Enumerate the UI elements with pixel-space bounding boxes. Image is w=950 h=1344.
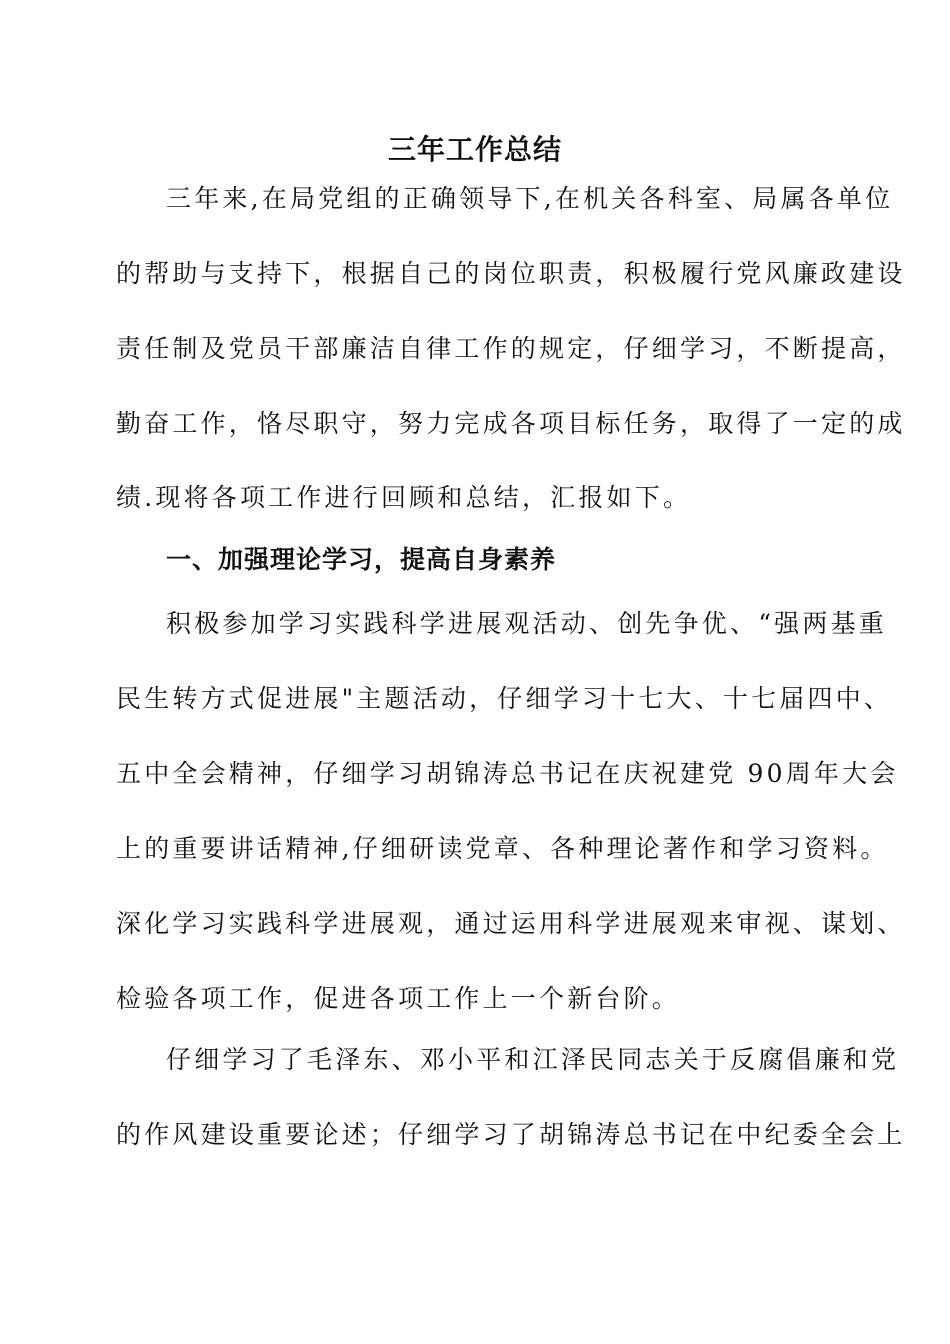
paragraph-2-line-1: 积极参加学习实践科学进展观活动、创先争优、“强两基重 xyxy=(166,609,887,638)
paragraph-1-line-3: 责任制及党员干部廉洁自律工作的规定，仔细学习，不断提高， xyxy=(116,334,906,363)
paragraph-2-line-4: 上的重要讲话精神,仔细研读党章、各种理论著作和学习资料。 xyxy=(116,834,889,863)
paragraph-2-line-3: 五中全会精神，仔细学习胡锦涛总书记在庆祝建党 90周年大会 xyxy=(116,759,899,788)
paragraph-3-line-2: 的作风建设重要论述；仔细学习了胡锦涛总书记在中纪委全会上 xyxy=(116,1120,906,1149)
paragraph-1-line-2: 的帮助与支持下，根据自己的岗位职责，积极履行党风廉政建设 xyxy=(116,259,906,288)
document-title: 三年工作总结 xyxy=(387,133,562,166)
paragraph-1-line-4: 勤奋工作，恪尽职守，努力完成各项目标任务，取得了一定的成 xyxy=(116,409,906,438)
paragraph-1-line-5: 绩.现将各项工作进行回顾和总结，汇报如下。 xyxy=(116,483,692,512)
paragraph-3-line-1: 仔细学习了毛泽东、邓小平和江泽民同志关于反腐倡廉和党 xyxy=(166,1045,900,1074)
section-heading-1: 一、加强理论学习，提高自身素养 xyxy=(166,545,557,574)
paragraph-2-line-2: 民生转方式促进展"主题活动，仔细学习十七大、十七届四中、 xyxy=(116,684,893,713)
paragraph-1-line-1: 三年来,在局党组的正确领导下,在机关各科室、局属各单位 xyxy=(166,184,894,213)
paragraph-2-line-6: 检验各项工作，促进各项工作上一个新台阶。 xyxy=(116,984,681,1013)
paragraph-2-line-5: 深化学习实践科学进展观，通过运用科学进展观来审视、谋划、 xyxy=(116,909,906,938)
